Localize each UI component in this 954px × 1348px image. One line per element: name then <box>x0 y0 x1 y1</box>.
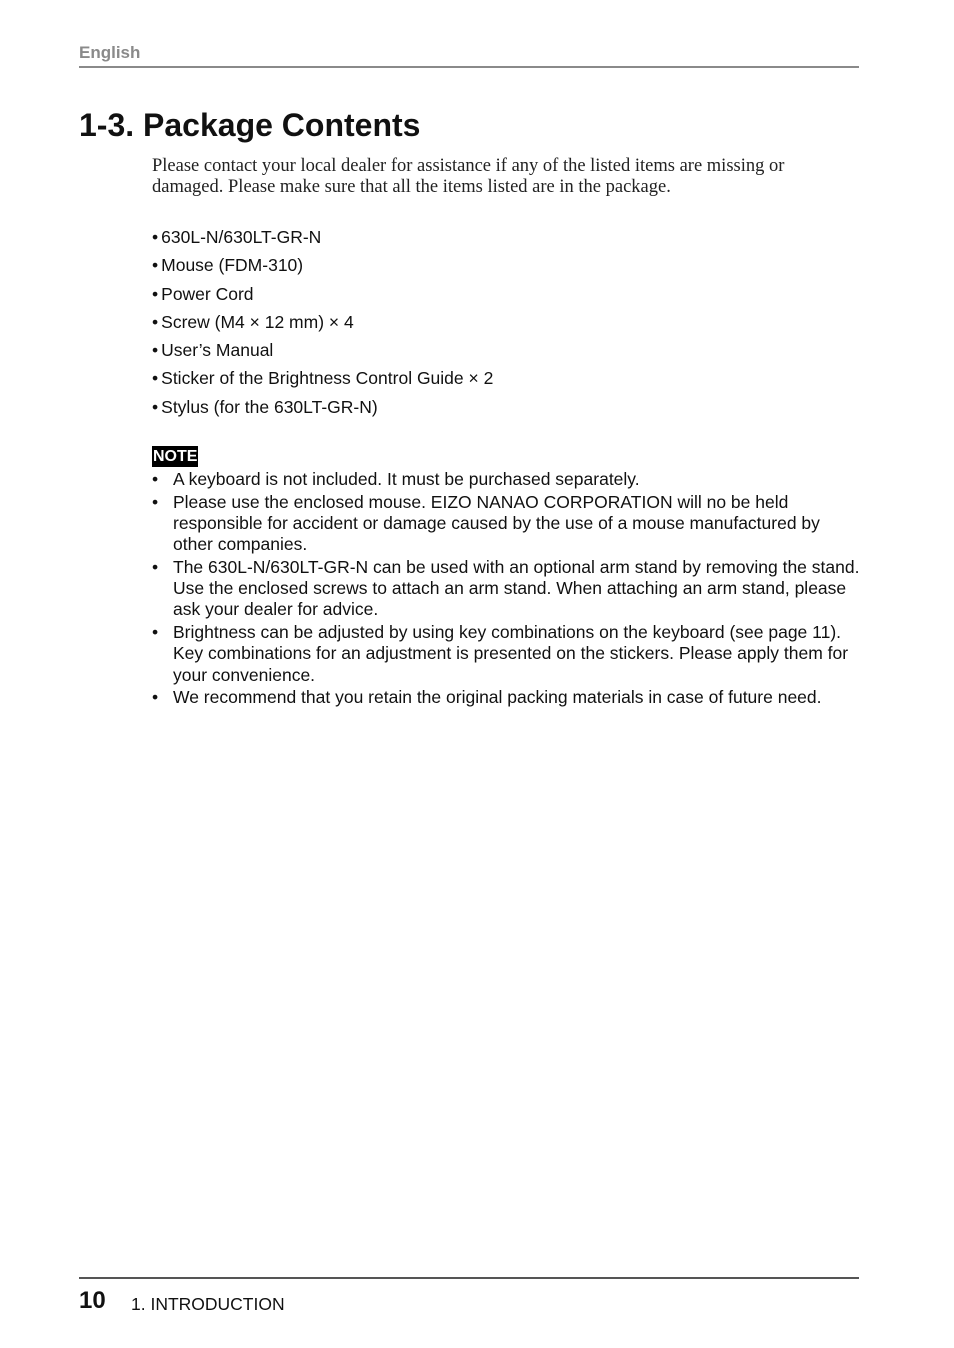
list-item <box>152 311 493 339</box>
bullet-icon: • <box>152 491 159 512</box>
package-contents-list <box>152 226 493 424</box>
list-item <box>152 226 493 254</box>
list-item <box>152 283 493 311</box>
list-item-text: Mouse (FDM-310) <box>161 255 304 276</box>
bullet-icon: • <box>152 227 159 247</box>
list-item-text: Power Cord <box>161 283 254 304</box>
bullet-icon: • <box>152 368 159 389</box>
list-item <box>152 254 493 282</box>
list-item-text: Stylus (for the 630LT-GR-N) <box>161 396 378 417</box>
header-rule <box>79 66 859 68</box>
note-item-text: A keyboard is not included. It must be purchased separately. <box>173 469 640 489</box>
note-item <box>152 687 862 708</box>
list-item-text: Sticker of the Brightness Control Guide × 2 <box>161 368 494 389</box>
page-number: 10 <box>79 1287 106 1314</box>
list-item <box>152 339 493 367</box>
page-title: 1-3. Package Contents <box>79 107 421 143</box>
bullet-icon: • <box>152 396 159 417</box>
note-list <box>152 469 862 710</box>
list-item <box>152 396 493 424</box>
header-language: English <box>79 43 141 62</box>
note-item-text: The 630L-N/630LT-GR-N can be used with an optional arm stand by removing the stand. Use the enclosed screws to attach an arm stand. When attaching an arm stand, please ask your dealer for advice. <box>173 556 860 620</box>
note-item-text: Please use the enclosed mouse. EIZO NANAO CORPORATION will no be held responsible for accident or damage caused by the use of a mouse manufactured by other companies. <box>173 491 820 555</box>
bullet-icon: • <box>152 621 159 642</box>
list-item-text: 630L-N/630LT-GR-N <box>161 227 322 247</box>
note-label: NOTE <box>153 448 198 465</box>
list-item-text: User’s Manual <box>161 340 274 361</box>
footer-rule <box>79 1277 859 1279</box>
bullet-icon: • <box>152 469 159 489</box>
note-item-text: We recommend that you retain the original packing materials in case of future need. <box>173 687 822 708</box>
bullet-icon: • <box>152 311 159 332</box>
note-item <box>152 557 862 621</box>
intro-paragraph: Please contact your local dealer for assistance if any of the listed items are missing or damaged. Please make sure that all the items listed are in the package. <box>152 156 785 197</box>
bullet-icon: • <box>152 255 159 276</box>
bullet-icon: • <box>152 340 159 361</box>
list-item <box>152 367 493 395</box>
note-item <box>152 492 862 556</box>
footer-section-name: 1. INTRODUCTION <box>131 1294 285 1314</box>
note-item-text: Brightness can be adjusted by using key combinations on the keyboard (see page 11). Key combinations for an adjustment is presented on the stickers. Please apply them for your convenience. <box>173 621 849 685</box>
bullet-icon: • <box>152 556 159 577</box>
list-item-text: Screw (M4 × 12 mm) × 4 <box>161 311 354 332</box>
bullet-icon: • <box>152 283 159 304</box>
bullet-icon: • <box>152 687 159 708</box>
note-item <box>152 622 862 686</box>
note-item <box>152 469 862 490</box>
